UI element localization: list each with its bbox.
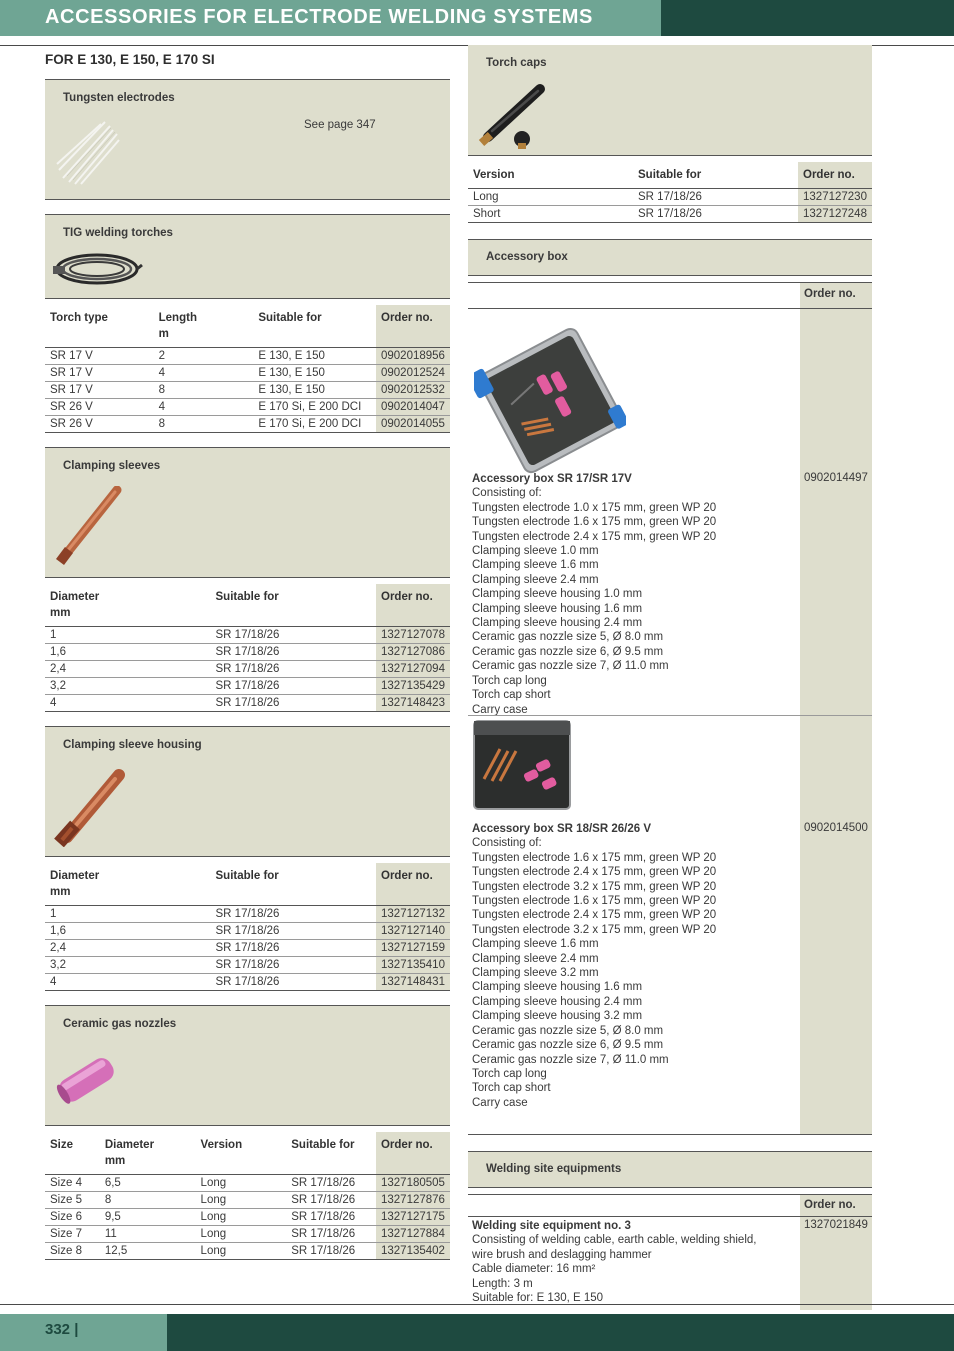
accbox-line: Ceramic gas nozzle size 7, Ø 11.0 mm (472, 1053, 669, 1066)
clamping-sleeve-image (53, 486, 123, 566)
cell: 2,4 (45, 661, 211, 678)
order-cell: 1327127159 (376, 940, 450, 957)
tungsten-title: Tungsten electrodes (63, 92, 175, 104)
table-row (45, 1226, 450, 1243)
col-diameter-label: Diameter (50, 870, 100, 882)
table-row (45, 365, 450, 382)
table-row (45, 1209, 450, 1226)
housing-title: Clamping sleeve housing (63, 739, 202, 751)
table-header-row (45, 305, 450, 348)
tungsten-see-page: See page 347 (304, 119, 376, 131)
footer-rule (0, 1304, 954, 1305)
table-header-row (45, 584, 450, 627)
cell: Long (196, 1192, 287, 1209)
ceramic-rule (45, 1125, 450, 1126)
table-row (45, 1192, 450, 1209)
accbox-line: Tungsten electrode 1.6 x 175 mm, green WP 20 (472, 851, 717, 864)
order-cell: 0902012532 (376, 382, 450, 399)
cell: SR 17/18/26 (286, 1226, 376, 1243)
cell: SR 17/18/26 (211, 906, 377, 923)
footer-band (0, 1314, 167, 1351)
order-cell: 1327127086 (376, 644, 450, 661)
col-version: Version (473, 169, 515, 181)
cell: SR 17/18/26 (211, 644, 377, 661)
caps-rule (468, 155, 872, 156)
order-cell: 0902012524 (376, 365, 450, 382)
col-diameter (45, 584, 211, 627)
tig-section (45, 214, 450, 298)
table-row (45, 923, 450, 940)
tig-title: TIG welding torches (63, 227, 173, 239)
order-cell: 1327127248 (798, 206, 872, 223)
col-order: Order no. (376, 305, 450, 348)
accbox-line: Clamping sleeve housing 1.6 mm (472, 602, 643, 615)
caps-table (468, 162, 872, 223)
col-order: Order no. (798, 162, 872, 189)
order-cell: 1327135429 (376, 678, 450, 695)
cell: SR 26 V (45, 416, 154, 433)
table-row (45, 661, 450, 678)
page-number: 332 | (45, 1321, 79, 1338)
cell: SR 17/18/26 (286, 1209, 376, 1226)
welding-item (472, 1219, 756, 1305)
col-order: Order no. (376, 863, 450, 906)
cell: Size 8 (45, 1243, 100, 1260)
order-cell: 1327127140 (376, 923, 450, 940)
ceramic-table (45, 1132, 450, 1260)
table-row (45, 627, 450, 644)
table-row (45, 678, 450, 695)
col-size: Size (50, 1139, 74, 1151)
col-diameter-unit: mm (50, 886, 71, 898)
col-diameter (100, 1132, 196, 1175)
col-diameter (45, 863, 211, 906)
cell: Long (196, 1226, 287, 1243)
tig-table (45, 305, 450, 433)
welding-title: Welding site equipments (486, 1163, 622, 1175)
welding-section (468, 1151, 872, 1187)
accbox-line: Clamping sleeve 2.4 mm (472, 573, 599, 586)
order-cell: 1327127078 (376, 627, 450, 644)
welding-table (468, 1194, 872, 1310)
cell: E 130, E 150 (253, 348, 376, 365)
accbox-section (468, 239, 872, 275)
page-title: ACCESSORIES FOR ELECTRODE WELDING SYSTEMS (45, 6, 593, 28)
accbox-line: Clamping sleeve 1.0 mm (472, 545, 599, 558)
col-length-label: Length (158, 312, 197, 324)
cell: SR 17/18/26 (211, 957, 377, 974)
cell: 8 (154, 382, 254, 399)
cell: SR 17/18/26 (211, 627, 377, 644)
order-cell: 1327127230 (798, 189, 872, 206)
cell: SR 17/18/26 (633, 189, 798, 206)
cell: SR 17/18/26 (286, 1192, 376, 1209)
accbox-line: Torch cap long (472, 674, 547, 687)
ceramic-section (45, 1005, 450, 1125)
cell: SR 17/18/26 (211, 678, 377, 695)
ceramic-nozzle-image (51, 1044, 121, 1114)
page-subtitle: FOR E 130, E 150, E 170 SI (45, 52, 215, 67)
accbox-line: Clamping sleeve housing 1.0 mm (472, 588, 643, 601)
accbox-rule (468, 275, 872, 276)
left-column (45, 79, 450, 1260)
accessory-box-image (474, 316, 626, 486)
accbox-table (468, 282, 872, 1135)
cell: Long (196, 1175, 287, 1192)
clamping-table (45, 584, 450, 712)
cell: 4 (154, 365, 254, 382)
table-header-row (45, 863, 450, 906)
cell: 3,2 (45, 678, 211, 695)
cell: 2,4 (45, 940, 211, 957)
accbox-line: Clamping sleeve housing 1.6 mm (472, 981, 643, 994)
tungsten-electrodes-image (55, 118, 125, 188)
welding-rule (468, 1187, 872, 1188)
col-suitable: Suitable for (638, 169, 702, 181)
order-cell: 1327127884 (376, 1226, 450, 1243)
table-row (45, 399, 450, 416)
accbox-line: Ceramic gas nozzle size 6, Ø 9.5 mm (472, 645, 664, 658)
cell: 1,6 (45, 923, 211, 940)
accbox-item-2-order: 0902014500 (804, 822, 868, 834)
cell: 4 (45, 695, 211, 712)
accbox-line: Ceramic gas nozzle size 5, Ø 8.0 mm (472, 631, 664, 644)
cell: 8 (100, 1192, 196, 1209)
accbox-line: Clamping sleeve 3.2 mm (472, 967, 599, 980)
table-header-row (468, 162, 872, 189)
accbox-line: Clamping sleeve 1.6 mm (472, 938, 599, 951)
accbox-line: Clamping sleeve 2.4 mm (472, 952, 599, 965)
table-row (45, 906, 450, 923)
col-order: Order no. (804, 1199, 856, 1211)
col-diameter-label: Diameter (104, 1139, 155, 1151)
accbox-line: Tungsten electrode 1.6 x 175 mm, green WP 20 (472, 516, 717, 529)
accbox-title: Accessory box (486, 251, 568, 263)
table-row (45, 1243, 450, 1260)
cell: SR 17/18/26 (286, 1243, 376, 1260)
table-row (45, 1175, 450, 1192)
cell: E 170 Si, E 200 DCI (253, 416, 376, 433)
accbox-line: Tungsten electrode 3.2 x 175 mm, green WP 20 (472, 923, 717, 936)
accbox-line: Clamping sleeve housing 3.2 mm (472, 1010, 643, 1023)
cell: 4 (154, 399, 254, 416)
housing-section (45, 726, 450, 856)
col-suitable: Suitable for (215, 870, 279, 882)
welding-order: 1327021849 (804, 1219, 868, 1231)
accbox-line: Tungsten electrode 1.0 x 175 mm, green WP 20 (472, 501, 717, 514)
order-cell: 1327135410 (376, 957, 450, 974)
table-row (468, 206, 872, 223)
clamping-section (45, 447, 450, 577)
cell: 1 (45, 627, 211, 644)
cell: Size 5 (45, 1192, 100, 1209)
table-row (45, 940, 450, 957)
table-header-row (45, 1132, 450, 1175)
cell: Long (196, 1243, 287, 1260)
tungsten-section (45, 79, 450, 199)
accbox-line: Clamping sleeve housing 2.4 mm (472, 617, 643, 630)
table-row (45, 695, 450, 712)
cell: 3,2 (45, 957, 211, 974)
header-band-dark (661, 0, 954, 36)
cell: SR 17/18/26 (286, 1175, 376, 1192)
welding-header-rule (468, 1216, 872, 1217)
accbox-line: Tungsten electrode 2.4 x 175 mm, green WP 20 (472, 909, 717, 922)
cell: Size 4 (45, 1175, 100, 1192)
col-suitable: Suitable for (215, 591, 279, 603)
ceramic-title: Ceramic gas nozzles (63, 1018, 177, 1030)
col-diameter-unit: mm (104, 1155, 126, 1167)
housing-table (45, 863, 450, 991)
clamping-housing-image (53, 767, 125, 847)
accessory-box-2-image (472, 719, 572, 811)
cell: SR 17/18/26 (211, 923, 377, 940)
welding-line: Length: 3 m (472, 1277, 533, 1290)
right-column (468, 45, 872, 1310)
cell: SR 17 V (45, 382, 154, 399)
col-torch-type: Torch type (50, 312, 108, 324)
order-cell: 0902014047 (376, 399, 450, 416)
accbox-item-2 (472, 822, 716, 1110)
cell: SR 17/18/26 (211, 695, 377, 712)
accbox-line: Clamping sleeve housing 2.4 mm (472, 995, 643, 1008)
tungsten-rule (45, 199, 450, 200)
cell: 1,6 (45, 644, 211, 661)
table-row (45, 974, 450, 991)
caps-title: Torch caps (486, 57, 547, 69)
cell: SR 17 V (45, 348, 154, 365)
torch-caps-image (474, 83, 554, 151)
accbox-header-rule (468, 308, 872, 309)
accbox-line: Consisting of: (472, 837, 542, 850)
order-cell: 0902018956 (376, 348, 450, 365)
table-row (45, 382, 450, 399)
tig-rule (45, 298, 450, 299)
cell: 1 (45, 906, 211, 923)
welding-line: Consisting of welding cable, earth cable, welding shield, (472, 1234, 757, 1247)
cell: Size 6 (45, 1209, 100, 1226)
col-suitable: Suitable for (258, 312, 322, 324)
accbox-item-name: Accessory box SR 18/SR 26/26 V (472, 823, 651, 835)
accbox-line: Ceramic gas nozzle size 6, Ø 9.5 mm (472, 1039, 664, 1052)
cell: SR 17/18/26 (211, 974, 377, 991)
col-order: Order no. (804, 288, 856, 300)
accbox-line: Carry case (472, 1096, 528, 1109)
caps-section (468, 45, 872, 155)
col-length-unit: m (158, 328, 169, 340)
order-cell: 1327148423 (376, 695, 450, 712)
accbox-line: Clamping sleeve 1.6 mm (472, 559, 599, 572)
accbox-item-1 (472, 472, 716, 717)
accbox-line: Tungsten electrode 3.2 x 175 mm, green WP 20 (472, 880, 717, 893)
order-cell: 1327148431 (376, 974, 450, 991)
accbox-line: Ceramic gas nozzle size 7, Ø 11.0 mm (472, 660, 669, 673)
footer-band-dark (167, 1314, 954, 1351)
accbox-line: Torch cap short (472, 689, 551, 702)
cell: 2 (154, 348, 254, 365)
accbox-bottom-rule (468, 1134, 872, 1135)
cell: Long (468, 189, 633, 206)
welding-item-name: Welding site equipment no. 3 (472, 1220, 631, 1232)
order-cell: 1327127876 (376, 1192, 450, 1209)
order-column-bg (800, 283, 872, 1135)
accbox-line: Ceramic gas nozzle size 5, Ø 8.0 mm (472, 1024, 664, 1037)
tig-torch-image (51, 249, 143, 289)
order-cell: 1327135402 (376, 1243, 450, 1260)
cell: 8 (154, 416, 254, 433)
accbox-item-name: Accessory box SR 17/SR 17V (472, 473, 632, 485)
cell: SR 17/18/26 (633, 206, 798, 223)
cell: SR 17 V (45, 365, 154, 382)
order-cell: 1327127094 (376, 661, 450, 678)
welding-line: Suitable for: E 130, E 150 (472, 1292, 604, 1305)
cell: 11 (100, 1226, 196, 1243)
order-cell: 1327180505 (376, 1175, 450, 1192)
table-row (45, 644, 450, 661)
clamping-title: Clamping sleeves (63, 460, 161, 472)
col-order: Order no. (376, 1132, 450, 1175)
order-cell: 0902014055 (376, 416, 450, 433)
cell: Long (196, 1209, 287, 1226)
accbox-divider (468, 715, 872, 716)
cell: 12,5 (100, 1243, 196, 1260)
accbox-line: Torch cap long (472, 1067, 547, 1080)
cell: 4 (45, 974, 211, 991)
cell: E 130, E 150 (253, 365, 376, 382)
order-cell: 1327127175 (376, 1209, 450, 1226)
cell: 6,5 (100, 1175, 196, 1192)
col-order: Order no. (376, 584, 450, 627)
accbox-line: Tungsten electrode 2.4 x 175 mm, green WP 20 (472, 530, 717, 543)
cell: SR 17/18/26 (211, 940, 377, 957)
col-version: Version (200, 1139, 243, 1151)
housing-rule (45, 856, 450, 857)
accbox-line: Carry case (472, 703, 528, 716)
accbox-line: Tungsten electrode 1.6 x 175 mm, green WP 20 (472, 895, 717, 908)
clamping-rule (45, 577, 450, 578)
col-suitable: Suitable for (291, 1139, 355, 1151)
accbox-line: Tungsten electrode 2.4 x 175 mm, green WP 20 (472, 866, 717, 879)
table-row (45, 348, 450, 365)
order-cell: 1327127132 (376, 906, 450, 923)
welding-line: Cable diameter: 16 mm² (472, 1263, 596, 1276)
cell: SR 17/18/26 (211, 661, 377, 678)
cell: Size 7 (45, 1226, 100, 1243)
cell: SR 26 V (45, 399, 154, 416)
cell: Short (468, 206, 633, 223)
accbox-line: Consisting of: (472, 487, 542, 500)
cell: E 130, E 150 (253, 382, 376, 399)
table-row (45, 957, 450, 974)
col-length (154, 305, 254, 348)
col-diameter-label: Diameter (50, 591, 100, 603)
table-row (468, 189, 872, 206)
welding-line: wire brush and deslagging hammer (472, 1248, 652, 1261)
cell: E 170 Si, E 200 DCI (253, 399, 376, 416)
order-column-bg (800, 1195, 872, 1310)
cell: 9,5 (100, 1209, 196, 1226)
accbox-item-1-order: 0902014497 (804, 472, 868, 484)
col-diameter-unit: mm (50, 607, 71, 619)
table-row (45, 416, 450, 433)
accbox-line: Torch cap short (472, 1082, 551, 1095)
